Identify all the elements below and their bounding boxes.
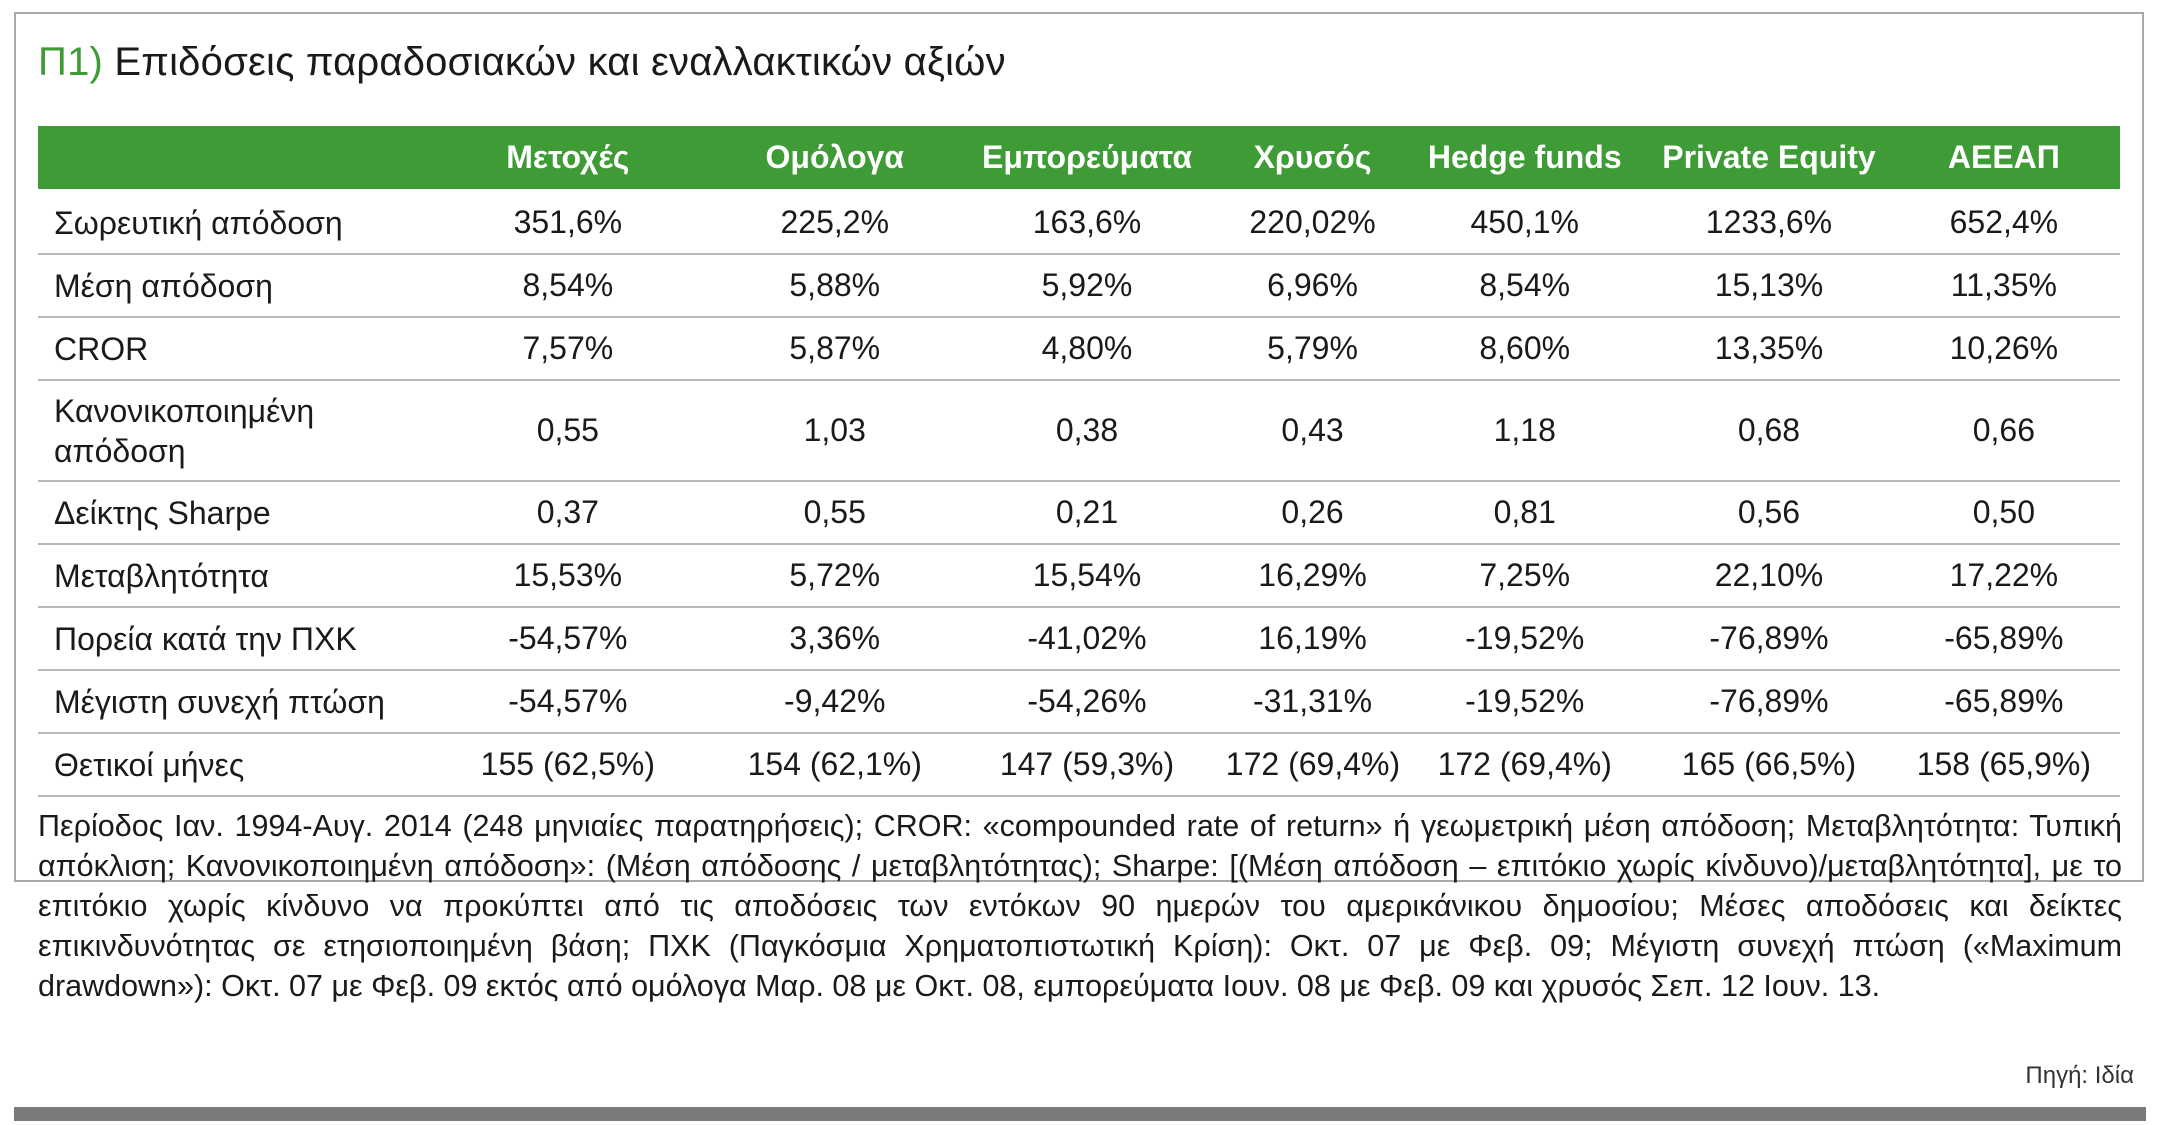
table-row — [38, 544, 2120, 607]
row-label: Κανονικοποιημένη απόδοση — [38, 380, 414, 481]
row-label: CROR — [38, 317, 414, 380]
table-cell: 0,66 — [1888, 380, 2120, 481]
table-cell: 22,10% — [1650, 544, 1888, 607]
table-row — [38, 191, 2120, 255]
figure-title — [38, 40, 1006, 85]
table-cell: -9,42% — [721, 670, 948, 733]
table-cell: 450,1% — [1399, 191, 1650, 255]
table-cell: 5,79% — [1226, 317, 1400, 380]
table-cell: 0,55 — [721, 481, 948, 544]
table-cell: -54,57% — [414, 607, 721, 670]
table-row — [38, 670, 2120, 733]
table-cell: -65,89% — [1888, 670, 2120, 733]
table-row — [38, 380, 2120, 481]
table-cell: 220,02% — [1226, 191, 1400, 255]
table-cell: 3,36% — [721, 607, 948, 670]
header-cell: Μετοχές — [414, 126, 721, 191]
table-cell: -65,89% — [1888, 607, 2120, 670]
table-cell: -41,02% — [948, 607, 1226, 670]
row-label: Μέγιστη συνεχή πτώση — [38, 670, 414, 733]
table-cell: 0,55 — [414, 380, 721, 481]
row-label: Μέση απόδοση — [38, 254, 414, 317]
row-label: Πορεία κατά την ΠΧΚ — [38, 607, 414, 670]
table-cell: 172 (69,4%) — [1399, 733, 1650, 796]
header-cell: Εμπορεύματα — [948, 126, 1226, 191]
header-cell — [38, 126, 414, 191]
table-cell: 8,54% — [414, 254, 721, 317]
header-cell: Hedge funds — [1399, 126, 1650, 191]
table-cell: 0,68 — [1650, 380, 1888, 481]
row-label: Θετικοί μήνες — [38, 733, 414, 796]
table-cell: 11,35% — [1888, 254, 2120, 317]
table-cell: 15,53% — [414, 544, 721, 607]
table-cell: -76,89% — [1650, 670, 1888, 733]
table-cell: 5,87% — [721, 317, 948, 380]
table-cell: -31,31% — [1226, 670, 1400, 733]
table-cell: 5,72% — [721, 544, 948, 607]
table-cell: -54,26% — [948, 670, 1226, 733]
table-cell: 0,21 — [948, 481, 1226, 544]
table-cell: 0,56 — [1650, 481, 1888, 544]
table-cell: 172 (69,4%) — [1226, 733, 1400, 796]
table-cell: 154 (62,1%) — [721, 733, 948, 796]
table-cell: 0,38 — [948, 380, 1226, 481]
bottom-divider — [14, 1107, 2146, 1121]
table-cell: 155 (62,5%) — [414, 733, 721, 796]
table-cell: 7,57% — [414, 317, 721, 380]
table-cell: 17,22% — [1888, 544, 2120, 607]
row-label: Σωρευτική απόδοση — [38, 191, 414, 255]
table-cell: 0,37 — [414, 481, 721, 544]
table-cell: 163,6% — [948, 191, 1226, 255]
table-cell: 8,54% — [1399, 254, 1650, 317]
table-cell: 1,18 — [1399, 380, 1650, 481]
header-row — [38, 126, 2120, 191]
header-cell: ΑΕΕΑΠ — [1888, 126, 2120, 191]
table-cell: -19,52% — [1399, 607, 1650, 670]
table-cell: -54,57% — [414, 670, 721, 733]
table-cell: 4,80% — [948, 317, 1226, 380]
table-cell: -19,52% — [1399, 670, 1650, 733]
table-cell: 147 (59,3%) — [948, 733, 1226, 796]
table-row — [38, 607, 2120, 670]
table-cell: 15,13% — [1650, 254, 1888, 317]
table-cell: 158 (65,9%) — [1888, 733, 2120, 796]
table-cell: 0,81 — [1399, 481, 1650, 544]
table-cell: 652,4% — [1888, 191, 2120, 255]
table-cell: 13,35% — [1650, 317, 1888, 380]
table-cell: 5,92% — [948, 254, 1226, 317]
table-cell: 16,19% — [1226, 607, 1400, 670]
table-cell: 7,25% — [1399, 544, 1650, 607]
table-cell: 10,26% — [1888, 317, 2120, 380]
table-cell: 15,54% — [948, 544, 1226, 607]
table-cell: 8,60% — [1399, 317, 1650, 380]
figure-number: Π1) — [38, 40, 104, 84]
table-row — [38, 317, 2120, 380]
table-cell: -76,89% — [1650, 607, 1888, 670]
header-cell: Ομόλογα — [721, 126, 948, 191]
header-cell: Χρυσός — [1226, 126, 1400, 191]
row-label: Μεταβλητότητα — [38, 544, 414, 607]
header-cell: Private Equity — [1650, 126, 1888, 191]
table-cell: 16,29% — [1226, 544, 1400, 607]
table-cell: 1,03 — [721, 380, 948, 481]
table-cell: 6,96% — [1226, 254, 1400, 317]
table-row — [38, 254, 2120, 317]
table-cell: 1233,6% — [1650, 191, 1888, 255]
performance-table — [38, 126, 2120, 797]
table-notes: Περίοδος Ιαν. 1994-Αυγ. 2014 (248 μηνιαίες παρατηρήσεις); CROR: «compounded rate of return» ή γεωμετρική μέση απόδοση; Μεταβλητότητα: Τυπική απόκλιση; Κανονικοποιημένη απόδοση»: (Μέση απόδοσης / μεταβλητότητας); Sharpe: [(Μέση απόδοση – επιτόκιο χωρίς κίνδυνο)/μεταβλητότητα], με το επιτόκιο χωρίς κίνδυνο να προκύπτει από τις αποδόσεις των εντόκων 90 ημερών του αμερικάνικου δημοσίου; Μέσες αποδόσεις και δείκτες επικινδυνότητας σε ετησιοποιημένη βάση; ΠΧΚ (Παγκόσμια Χρηματοπιστωτική Κρίση): Οκτ. 07 με Φεβ. 09; Μέγιστη συνεχή πτώση («Maximum drawdown»): Οκτ. 07 με Φεβ. 09 εκτός από ομόλογα Μαρ. 08 με Οκτ. 08, εμπορεύματα Ιουν. 08 με Φεβ. 09 και χρυσός Σεπ. 12 Ιουν. 13. — [38, 809, 2122, 1003]
figure-title-text: Επιδόσεις παραδοσιακών και εναλλακτικών αξιών — [114, 40, 1006, 84]
table-cell: 165 (66,5%) — [1650, 733, 1888, 796]
table-cell: 5,88% — [721, 254, 948, 317]
table-row — [38, 481, 2120, 544]
source-note: Πηγή: Ιδία — [2025, 1062, 2134, 1089]
table-cell: 0,43 — [1226, 380, 1400, 481]
row-label: Δείκτης Sharpe — [38, 481, 414, 544]
table-cell: 225,2% — [721, 191, 948, 255]
table-row — [38, 733, 2120, 796]
table-cell: 0,50 — [1888, 481, 2120, 544]
table-cell: 0,26 — [1226, 481, 1400, 544]
table-cell: 351,6% — [414, 191, 721, 255]
